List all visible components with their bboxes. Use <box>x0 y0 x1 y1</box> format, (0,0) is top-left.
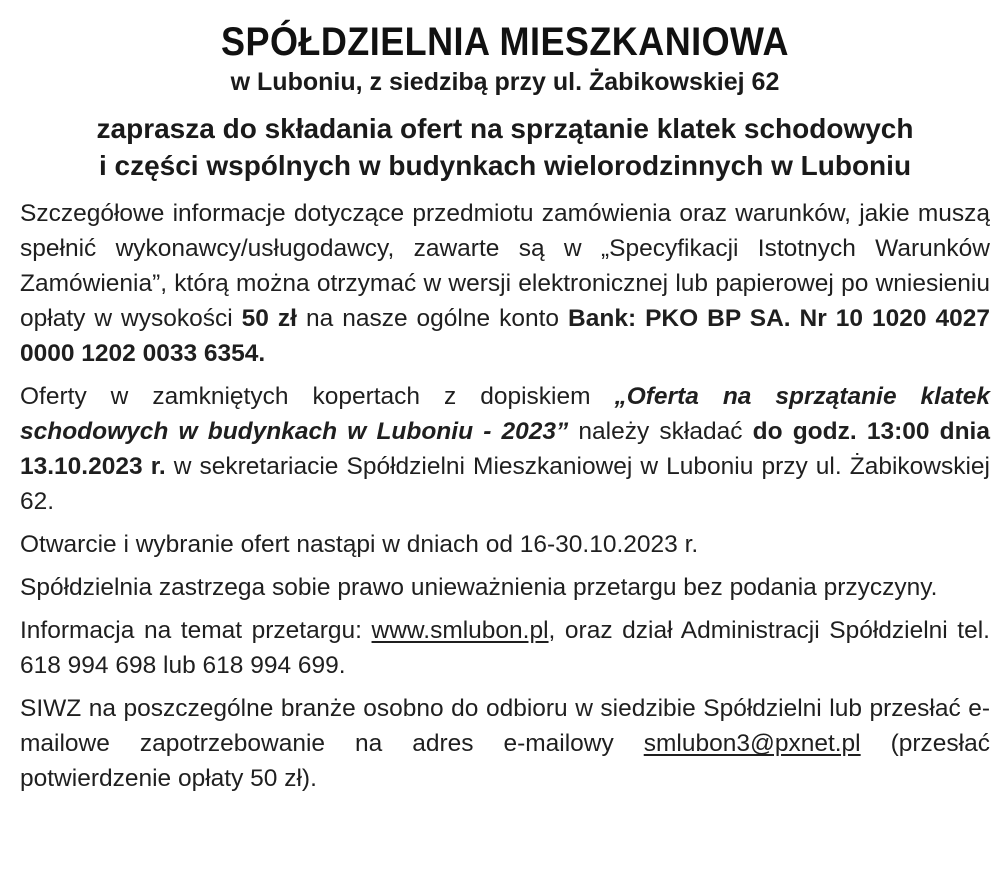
cancellation-rights-paragraph: Spółdzielnia zastrzega sobie prawo unieważnienia przetargu bez podania przyczyny. <box>20 574 938 601</box>
bank-account-number: Bank: PKO BP SA. Nr 10 1020 4027 0000 1202 0033 6354. <box>20 305 990 367</box>
submission-location-text: w sekretariacie Spółdzielni Mieszkaniowej w Luboniu przy ul. Żabikowskiej 62. <box>20 453 990 515</box>
siwz-pickup-text: SIWZ na poszczególne branże osobno do odbioru w siedzibie Spółdzielni lub przesłać e-mailowe zapotrzebowanie na adres e-mailowy <box>20 695 990 757</box>
specification-info-text: Szczegółowe informacje dotyczące przedmiotu zamówienia oraz warunków, jakie muszą spełnić wykonawcy/usługodawcy, zawarte są w „Specyfikacji Istotnych Warunków Zamówienia”, którą można otrzymać w wersji elektronicznej lub papierowej po wniesieniu opłaty w wysokości <box>20 200 990 332</box>
fee-amount: 50 zł <box>241 305 297 332</box>
contact-info-text: Informacja na temat przetargu: <box>20 617 372 644</box>
offer-submission-paragraph <box>20 379 990 519</box>
offer-submission-text: Oferty w zamkniętych kopertach z dopiskiem <box>20 383 615 410</box>
payment-confirmation-text: (przesłać potwierdzenie opłaty 50 zł). <box>20 730 990 792</box>
submission-deadline: do godz. 13:00 dnia 13.10.2023 r. <box>20 418 990 480</box>
offer-opening-paragraph: Otwarcie i wybranie ofert nastąpi w dniach od 16-30.10.2023 r. <box>20 531 699 558</box>
tender-headline-line-1: zaprasza do składania ofert na sprzątanie klatek schodowych <box>96 113 914 144</box>
website-link[interactable]: www.smlubon.pl <box>371 617 549 644</box>
cooperative-address-subtitle: w Luboniu, z siedzibą przy ul. Żabikowskiej 62 <box>230 68 780 96</box>
contact-info-paragraph <box>20 613 990 683</box>
tender-headline <box>20 110 990 184</box>
siwz-pickup-paragraph <box>20 691 990 796</box>
account-intro-text: na nasze ogólne konto <box>296 305 569 332</box>
phone-numbers-text: , oraz dział Administracji Spółdzielni tel. 618 994 698 lub 618 994 699. <box>20 617 990 679</box>
submission-instruction-text: należy składać <box>568 418 753 445</box>
tender-headline-line-2: i części wspólnych w budynkach wielorodzinnych w Luboniu <box>98 150 912 181</box>
envelope-marking: „Oferta na sprzątanie klatek schodowych w budynkach w Luboniu - 2023” <box>20 383 991 445</box>
specification-info-paragraph <box>20 196 990 371</box>
email-link[interactable]: smlubon3@pxnet.pl <box>643 730 861 757</box>
cooperative-name-title: SPÓŁDZIELNIA MIESZKANIOWA <box>221 20 789 64</box>
